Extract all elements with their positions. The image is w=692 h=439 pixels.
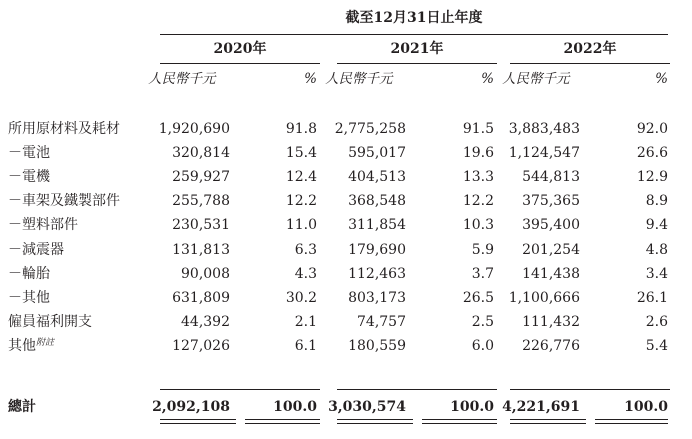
row-label [8, 265, 50, 283]
row-label-text: －減震器 [8, 242, 64, 258]
row-label-text: －電池 [8, 145, 50, 161]
cell-amount-2021: 74,757 [357, 314, 406, 330]
period-header: 截至12月31日止年度 [345, 10, 483, 26]
cell-amount-2020: 259,927 [172, 169, 230, 185]
row-label [8, 168, 50, 186]
cell-amount-2022: 141,438 [522, 266, 580, 282]
cell-pct-2020: 2.1 [294, 314, 317, 330]
cell-pct-2022: 92.0 [636, 121, 668, 137]
unit-amount-2020: 人民幣千元 [148, 71, 216, 87]
cell-amount-2020: 127,026 [172, 338, 230, 354]
cell-amount-2020: 1,920,690 [158, 121, 230, 137]
cell-amount-2022: 111,432 [522, 314, 580, 330]
cell-amount-2020: 230,531 [172, 217, 230, 233]
row-label [8, 313, 92, 331]
unit-pct-2020: % [304, 71, 317, 87]
footnote-marker: 附註 [36, 338, 55, 348]
year-header-2022: 2022年 [563, 41, 617, 57]
cell-pct-2021: 2.5 [471, 314, 494, 330]
cell-amount-2020: 320,814 [172, 145, 230, 161]
cell-amount-2020: 631,809 [172, 290, 230, 306]
cell-amount-2021: 595,017 [348, 145, 406, 161]
total-double-rule-pct-2020 [245, 419, 320, 424]
unit-amount-2022: 人民幣千元 [502, 71, 570, 87]
total-double-rule-pct-2022 [595, 419, 668, 424]
cell-pct-2020: 6.1 [294, 338, 317, 354]
total-top-rule-2022 [510, 389, 670, 390]
cell-amount-2020: 44,392 [181, 314, 230, 330]
total-pct-2021: 100.0 [450, 399, 494, 415]
cell-amount-2021: 2,775,258 [334, 121, 406, 137]
row-label-text: －輪胎 [8, 266, 50, 282]
unit-pct-2021: % [481, 71, 494, 87]
total-pct-2020: 100.0 [273, 399, 317, 415]
row-label-text: 其他 [8, 338, 36, 354]
cell-amount-2021: 803,173 [348, 290, 406, 306]
row-label-text: 僱員福利開支 [8, 314, 92, 330]
cell-pct-2022: 26.6 [636, 145, 668, 161]
cell-pct-2022: 12.9 [636, 169, 668, 185]
cell-pct-2020: 15.4 [285, 145, 317, 161]
total-pct-2022: 100.0 [624, 399, 668, 415]
cell-amount-2022: 226,776 [522, 338, 580, 354]
cell-pct-2020: 12.4 [285, 169, 317, 185]
row-label [8, 216, 78, 234]
row-label [8, 144, 50, 162]
cell-pct-2020: 91.8 [285, 121, 317, 137]
row-label [8, 289, 50, 307]
total-amount-2022: 4,221,691 [502, 399, 580, 415]
total-amount-2020: 2,092,108 [152, 399, 230, 415]
cell-pct-2022: 2.6 [645, 314, 668, 330]
header-rule [160, 34, 668, 35]
total-double-rule-amount-2022 [510, 419, 586, 424]
unit-amount-2021: 人民幣千元 [325, 71, 393, 87]
cell-pct-2022: 5.4 [645, 338, 668, 354]
total-top-rule-2021 [337, 389, 497, 390]
year-header-2020: 2020年 [213, 41, 267, 57]
row-label-text: 所用原材料及耗材 [8, 121, 120, 137]
cell-amount-2021: 112,463 [348, 266, 406, 282]
row-label [8, 337, 54, 355]
cell-pct-2022: 3.4 [645, 266, 668, 282]
row-label-text: －其他 [8, 290, 50, 306]
cell-pct-2021: 12.2 [462, 193, 494, 209]
cell-pct-2021: 91.5 [462, 121, 494, 137]
cell-pct-2022: 26.1 [636, 290, 668, 306]
row-label [8, 120, 120, 138]
cell-amount-2020: 131,813 [172, 242, 230, 258]
cell-amount-2020: 90,008 [181, 266, 230, 282]
unit-pct-2022: % [655, 71, 668, 87]
total-amount-2021: 3,030,574 [328, 399, 406, 415]
year-header-2021: 2021年 [390, 41, 444, 57]
cell-amount-2022: 395,400 [522, 217, 580, 233]
cell-amount-2022: 375,365 [522, 193, 580, 209]
year-rule-2021 [337, 63, 497, 64]
row-label [8, 192, 120, 210]
total-top-rule-2020 [160, 389, 320, 390]
cell-pct-2021: 5.9 [471, 242, 494, 258]
total-double-rule-amount-2021 [337, 419, 413, 424]
cell-amount-2022: 1,124,547 [508, 145, 580, 161]
cell-pct-2022: 4.8 [645, 242, 668, 258]
cell-pct-2021: 19.6 [462, 145, 494, 161]
cell-pct-2020: 30.2 [285, 290, 317, 306]
cell-amount-2022: 3,883,483 [508, 121, 580, 137]
cell-amount-2021: 368,548 [348, 193, 406, 209]
cell-amount-2022: 1,100,666 [508, 290, 580, 306]
cell-pct-2021: 26.5 [462, 290, 494, 306]
row-label-text: －塑料部件 [8, 217, 78, 233]
cell-pct-2021: 13.3 [462, 169, 494, 185]
row-label-text: －電機 [8, 169, 50, 185]
total-double-rule-pct-2021 [422, 419, 497, 424]
cell-amount-2022: 201,254 [522, 242, 580, 258]
cell-pct-2021: 10.3 [462, 217, 494, 233]
cell-pct-2021: 6.0 [471, 338, 494, 354]
cell-amount-2021: 179,690 [348, 242, 406, 258]
cell-pct-2020: 4.3 [294, 266, 317, 282]
row-label-text: －車架及鐵製部件 [8, 193, 120, 209]
cell-pct-2020: 12.2 [285, 193, 317, 209]
cell-pct-2020: 11.0 [285, 217, 317, 233]
cell-amount-2022: 544,813 [522, 169, 580, 185]
cell-pct-2022: 9.4 [645, 217, 668, 233]
cell-pct-2020: 6.3 [294, 242, 317, 258]
cell-amount-2021: 404,513 [348, 169, 406, 185]
year-rule-2020 [160, 63, 320, 64]
cell-amount-2021: 311,854 [348, 217, 406, 233]
cell-amount-2020: 255,788 [172, 193, 230, 209]
row-label [8, 241, 64, 259]
cell-amount-2021: 180,559 [348, 338, 406, 354]
total-label: 總計 [8, 399, 36, 415]
total-double-rule-amount-2020 [160, 419, 236, 424]
cell-pct-2022: 8.9 [645, 193, 668, 209]
year-rule-2022 [510, 63, 670, 64]
cell-pct-2021: 3.7 [471, 266, 494, 282]
